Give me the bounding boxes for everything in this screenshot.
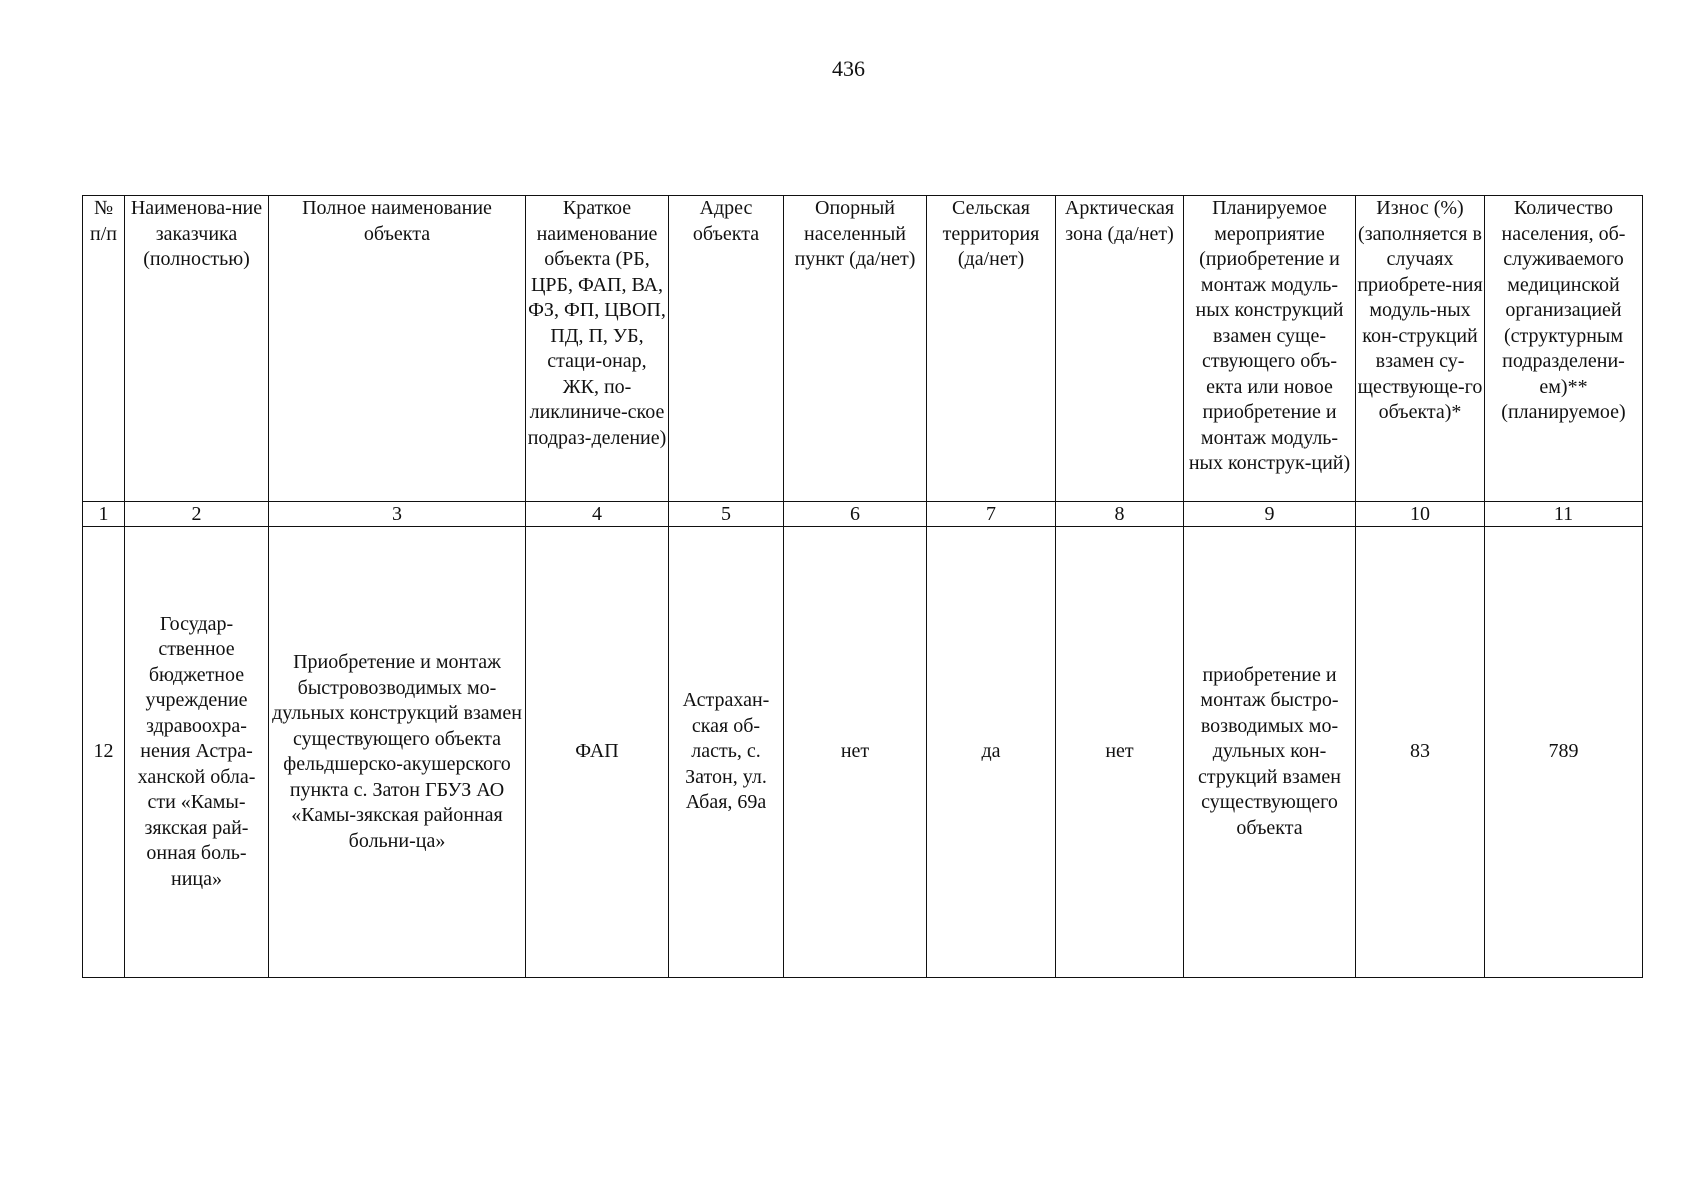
header-cell-short-name: Краткое наименование объекта (РБ, ЦРБ, ФАП, ВА, ФЗ, ФП, ЦВОП, ПД, П, УБ, стаци-онар, ЖК, по-ликлиниче-ское подраз-деление) — [526, 196, 669, 502]
header-row — [83, 196, 1643, 502]
cell-full-name: Приобретение и монтаж быстровозводимых мо-дульных конструкций взамен существующего объекта фельдшерско-акушерского пункта с. Затон ГБУЗ АО «Камы-зякская районная больни-ца» — [269, 527, 526, 978]
column-number-cell: 8 — [1056, 502, 1184, 527]
cell-number: 12 — [83, 527, 125, 978]
column-number-cell: 7 — [927, 502, 1056, 527]
column-number-cell: 11 — [1485, 502, 1643, 527]
data-table — [82, 195, 1643, 978]
column-number-cell: 5 — [669, 502, 784, 527]
column-number-cell: 1 — [83, 502, 125, 527]
header-cell-address: Адрес объекта — [669, 196, 784, 502]
header-cell-wear: Износ (%) (заполняется в случаях приобрете-ния модуль-ных кон-струкций взамен су-ществующе-го объекта)* — [1356, 196, 1485, 502]
cell-planned-measure: приобретение и монтаж быстро-возводимых мо-дульных кон-струкций взамен существующего объекта — [1184, 527, 1356, 978]
header-cell-population: Количество населения, об-служиваемого медицинской организацией (структурным подразделени-ем)** (планируемое) — [1485, 196, 1643, 502]
header-cell-customer: Наименова-ние заказчика (полностью) — [125, 196, 269, 502]
header-cell-full-name: Полное наименование объекта — [269, 196, 526, 502]
cell-arctic-zone: нет — [1056, 527, 1184, 978]
header-cell-rural-territory: Сельская территория (да/нет) — [927, 196, 1056, 502]
column-number-cell: 2 — [125, 502, 269, 527]
header-cell-planned-measure: Планируемое мероприятие (приобретение и монтаж модуль-ных конструкций взамен суще-ствующего объ-екта или новое приобретение и монтаж модуль-ных конструк-ций) — [1184, 196, 1356, 502]
cell-reference-settlement: нет — [784, 527, 927, 978]
header-cell-reference-settlement: Опорный населенный пункт (да/нет) — [784, 196, 927, 502]
header-cell-arctic-zone: Арктическая зона (да/нет) — [1056, 196, 1184, 502]
cell-customer: Государ-ственное бюджетное учреждение здравоохра-нения Астра-ханской обла-сти «Камы-зякская рай-онная боль-ница» — [125, 527, 269, 978]
cell-population: 789 — [1485, 527, 1643, 978]
column-number-cell: 9 — [1184, 502, 1356, 527]
column-number-cell: 3 — [269, 502, 526, 527]
cell-short-name: ФАП — [526, 527, 669, 978]
cell-wear: 83 — [1356, 527, 1485, 978]
table-row — [83, 527, 1643, 978]
header-cell-number: № п/п — [83, 196, 125, 502]
cell-address: Астрахан-ская об-ласть, с. Затон, ул. Абая, 69а — [669, 527, 784, 978]
cell-rural-territory: да — [927, 527, 1056, 978]
column-number-row — [83, 502, 1643, 527]
page-number: 436 — [832, 56, 865, 81]
column-number-cell: 10 — [1356, 502, 1485, 527]
column-number-cell: 6 — [784, 502, 927, 527]
column-number-cell: 4 — [526, 502, 669, 527]
